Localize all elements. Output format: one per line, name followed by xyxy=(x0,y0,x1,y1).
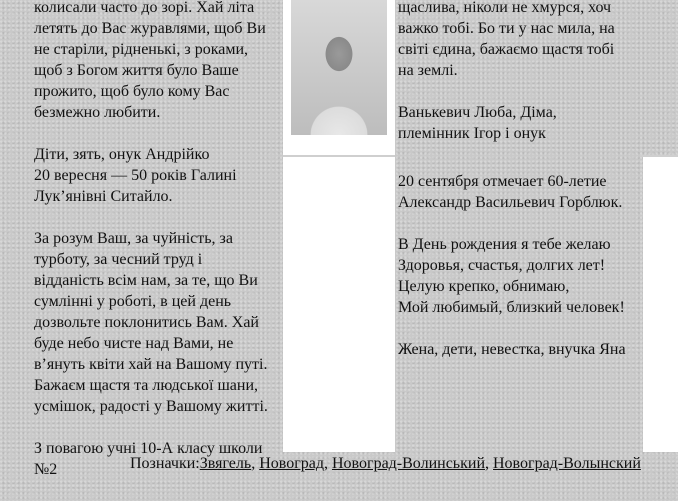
greeting-poem: В День рождения я тебе желаю Здоровья, счастья, долгих лет! Целую крепко, обнимаю, Мой любимый, близкий человек! xyxy=(398,236,625,316)
announcement: 20 сентября отмечает 60-летие Александр Васильевич Горблюк. xyxy=(398,173,623,211)
signature: Діти, зять, онук Андрійко xyxy=(34,146,210,163)
divider xyxy=(640,155,678,157)
signature: Ванькевич Люба, Діма, племінник Ігор і онук xyxy=(398,104,557,142)
greeting-paragraph: щаслива, ніколи не хмурся, хоч важко тобі. Бо ти у нас мила, на світі єдина, бажаємо щастя тобі на землі. xyxy=(398,0,615,79)
right-column xyxy=(398,0,643,381)
tag-link[interactable]: Новоград-Волинський xyxy=(332,455,485,472)
portrait-photo xyxy=(291,0,387,135)
tags-line: Позначки:Звягель, Новоград, Новоград-Волинський, Новоград-Волынский xyxy=(130,455,641,472)
tag-link[interactable]: Новоград-Волынский xyxy=(493,455,641,472)
left-column xyxy=(34,0,284,501)
signature: Жена, дети, невестка, внучка Яна xyxy=(398,341,626,358)
tags-label: Позначки: xyxy=(130,455,200,472)
announcement: 20 вересня — 50 років Галині Лук’янівні Ситайло. xyxy=(34,167,237,205)
signature: З повагою учні 10-А класу школи №2 xyxy=(34,440,263,478)
divider xyxy=(283,155,395,157)
greeting-paragraph: колисали часто до зорі. Хай літа летять до Вас журавлями, щоб Ви не старіли, рідненькі, з роками, щоб з Богом життя було Ваше прожито, щоб було кому Вас безмежно любити. xyxy=(34,0,266,121)
greeting-paragraph: За розум Ваш, за чуйність, за турботу, за чесний труд і відданість всім нам, за те, що Ви сумлінні у роботі, в цей день дозвольте поклонитись Вам. Хай буде небо чисте над Вами, не в’януть квіти хай на Вашому путі. Бажаєм щастя та людської шани, усмішок, радості у Вашому житті. xyxy=(34,230,268,415)
tag-link[interactable]: Новоград xyxy=(259,455,324,472)
tag-link[interactable]: Звягель xyxy=(199,455,252,472)
right-margin-background xyxy=(643,156,678,452)
